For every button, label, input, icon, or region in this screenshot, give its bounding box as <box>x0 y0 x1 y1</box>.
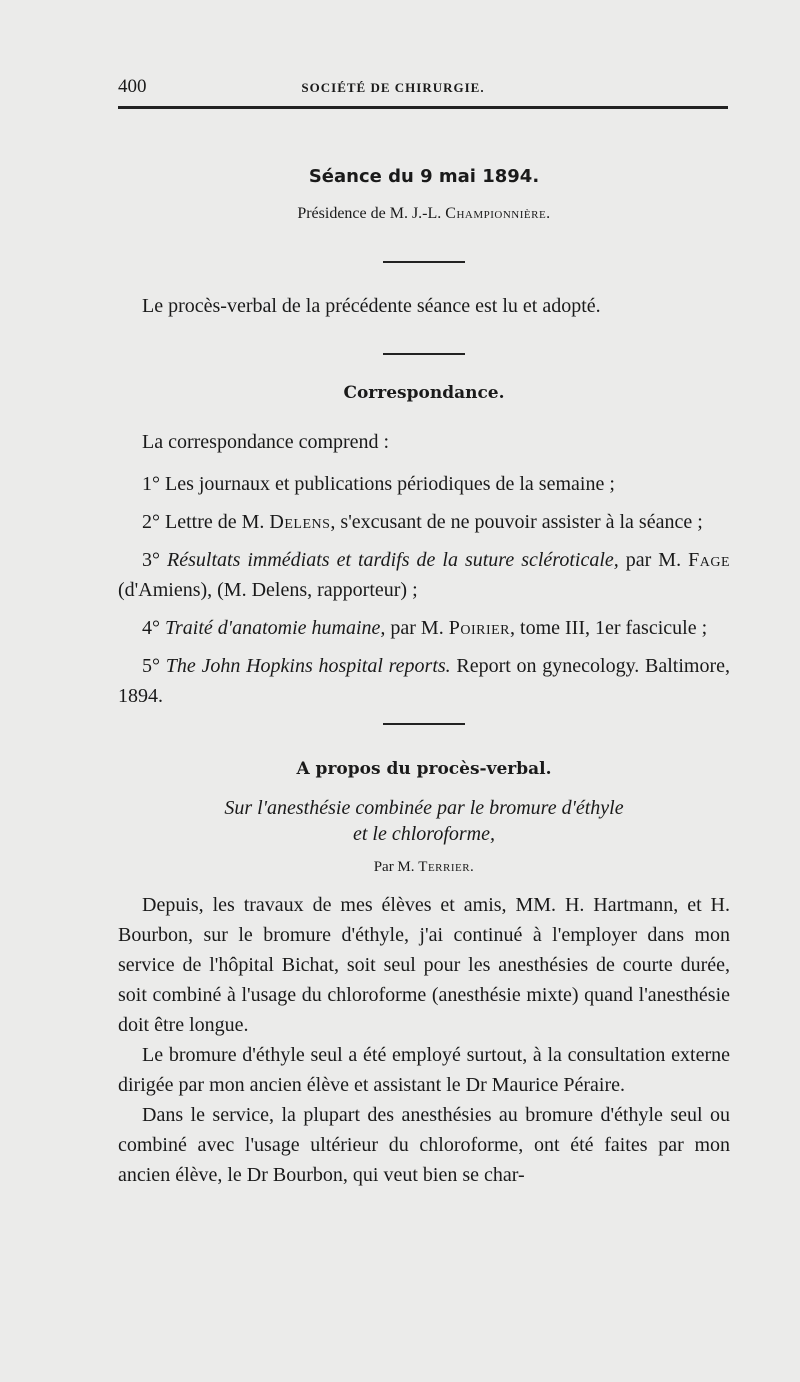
apropos-subtitle-line-2: et le chloroforme, <box>352 823 495 845</box>
item-prefix: 5° <box>142 655 166 677</box>
body-paragraph-3: Dans le service, la plupart des anesthésies au bromure d'éthyle seul ou combiné avec l'usage ultérieur du chloroforme, ont été faites par mon ancien élève, le Dr Bourbon, qui veut bien se char- <box>118 1104 730 1186</box>
item-mid: par M. <box>618 549 689 571</box>
correspondance-item-2 <box>118 507 730 537</box>
seance-title: Séance du 9 mai 1894. <box>308 166 540 187</box>
correspondance-intro: La correspondance comprend : <box>142 431 390 453</box>
item-suffix: , tome III, 1er fascicule ; <box>510 617 708 639</box>
apropos-subtitle-line-1: Sur l'anesthésie combinée par le bromure d'éthyle <box>224 797 624 819</box>
separator-rule <box>383 261 465 263</box>
header-rule <box>118 106 728 109</box>
apropos-author-line <box>118 859 730 876</box>
author-name: Poirier <box>448 617 511 639</box>
author-name: Terrier. <box>418 859 475 875</box>
correspondance-item-3 <box>118 545 730 605</box>
item-prefix: 4° <box>142 617 165 639</box>
item-prefix: 2° Lettre de M. <box>142 511 270 533</box>
author-name: Fage <box>688 549 731 571</box>
running-title: SOCIÉTÉ DE CHIRURGIE. <box>301 80 485 95</box>
item-suffix: (d'Amiens), (M. Delens, rapporteur) ; <box>118 579 418 601</box>
page-header <box>118 76 728 100</box>
author-name: Delens <box>269 511 331 533</box>
body-paragraph-1: Depuis, les travaux de mes élèves et amis, MM. H. Hartmann, et H. Bourbon, sur le bromure d'éthyle, j'ai continué à l'employer dans mon service de l'hôpital Bichat, soit seul pour les anesthésies de courte durée, soit combiné à l'usage du chloroforme (anesthésie mixte) quand l'anesthésie doit être longue. <box>118 894 730 1036</box>
correspondance-heading: Correspondance. <box>343 383 505 403</box>
separator-rule <box>383 723 465 725</box>
work-title: Traité d'anatomie humaine, <box>165 617 386 639</box>
item-mid: par M. <box>385 617 449 639</box>
work-title: The John Hopkins hospital reports. <box>165 655 451 677</box>
presidence-line <box>118 205 730 223</box>
author-prefix: Par M. <box>373 859 419 875</box>
work-title: Résultats immédiats et tardifs de la suture scléroticale, <box>167 549 619 571</box>
apropos-heading: A propos du procès-verbal. <box>296 759 552 779</box>
president-name: Championnière. <box>445 205 551 222</box>
item-suffix: Report on gynecology. Baltimore, 1894. <box>118 655 731 707</box>
presidence-prefix: Présidence de M. J.-L. <box>297 205 446 222</box>
page-number: 400 <box>118 76 147 97</box>
separator-rule <box>383 353 465 355</box>
item-suffix: , s'excusant de ne pouvoir assister à la séance ; <box>330 511 703 533</box>
page-content <box>118 166 730 1190</box>
correspondance-item-4 <box>118 613 730 643</box>
proces-verbal-text: Le procès-verbal de la précédente séance est lu et adopté. <box>142 295 601 317</box>
correspondance-item-5 <box>118 651 730 711</box>
item-prefix: 3° <box>142 549 168 571</box>
body-paragraph-2: Le bromure d'éthyle seul a été employé surtout, à la consultation externe dirigée par mon ancien élève et assistant le Dr Maurice Péraire. <box>118 1044 730 1096</box>
correspondance-item-1: 1° Les journaux et publications périodiques de la semaine ; <box>142 473 615 495</box>
